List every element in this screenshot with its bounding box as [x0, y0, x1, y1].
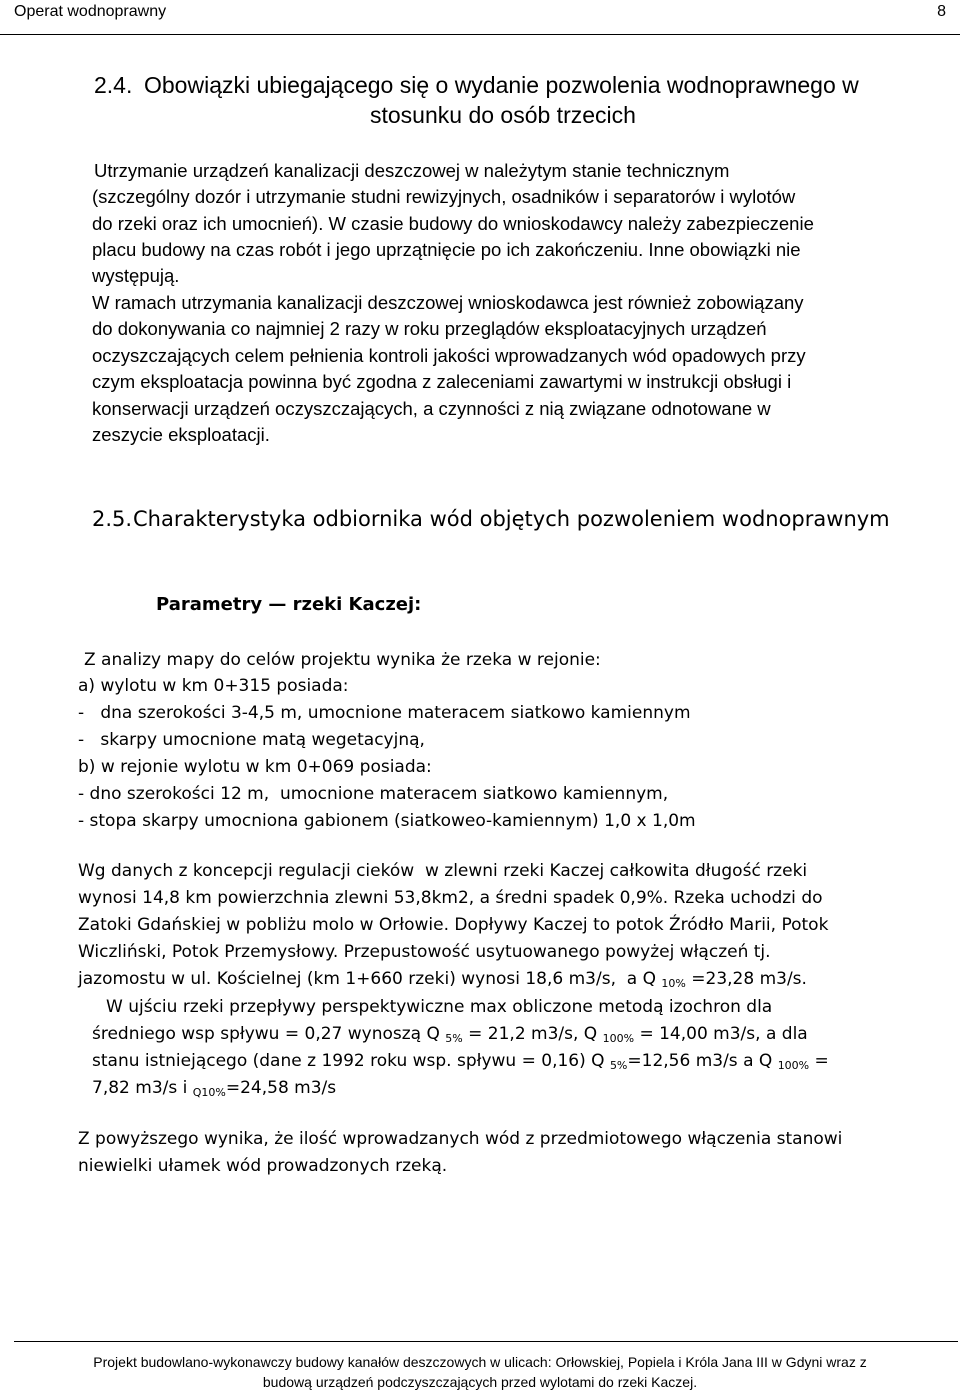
paragraph-line: W ramach utrzymania kanalizacji deszczowej wnioskodawca jest również zobowiązany: [92, 292, 804, 313]
paragraph-line: niewielki ułamek wód prowadzonych rzeką.: [78, 1156, 448, 1176]
paragraph-line: średniego wsp spływu = 0,27 wynoszą Q $_{5\%}$ = 21,2 m3/s, Q $_{100\%}$ = 14,00 m3/s, a dla: [92, 1024, 808, 1045]
paragraph-line: Utrzymanie urządzeń kanalizacji deszczowej w należytym stanie technicznym: [94, 160, 730, 181]
paragraph-line: 7,82 m3/s i $_{Q10\%}$=24,58 m3/s: [92, 1078, 337, 1099]
paragraph-line: wynosi 14,8 km powierzchnia zlewni 53,8km2, a średni spadek 0,9%. Rzeka uchodzi do: [78, 888, 823, 908]
paragraph-line: zeszycie eksploatacji.: [92, 424, 270, 445]
footer-line2: budową urządzeń podczyszczających przed wylotami do rzeki Kaczej.: [262, 1374, 698, 1390]
paragraph-line: do dokonywania co najmniej 2 razy w roku przeglądów eksploatacyjnych urządzeń: [92, 318, 767, 339]
paragraph-line: Zatoki Gdańskiej w pobliżu molo w Orłowie. Dopływy Kaczej to potok Źródło Marii, Potok: [78, 915, 829, 935]
paragraph-line: Wg danych z koncepcji regulacji cieków w zlewni rzeki Kaczej całkowita długość rzeki: [78, 861, 808, 881]
list-item: Z analizy mapy do celów projektu wynika że rzeka w rejonie:: [84, 650, 601, 670]
footer-line1: Projekt budowlano-wykonawczy budowy kanałów deszczowych w ulicach: Orłowskiej, Popiela i Króla Jana III w Gdyni wraz z: [93, 1354, 867, 1370]
section-2-4-number: 2.4.: [94, 72, 133, 98]
section-2-5-number: 2.5.: [92, 507, 133, 531]
paragraph-line: jazomostu w ul. Kościelnej (km 1+660 rzeki) wynosi 18,6 m3/s, a Q $_{10\%}$ =23,28 m3/s.: [78, 969, 807, 990]
list-item: a) wylotu w km 0+315 posiada:: [78, 676, 349, 696]
paragraph-line: (szczególny dozór i utrzymanie studni rewizyjnych, osadników i separatorów i wylotów: [92, 186, 796, 207]
paragraph-line: konserwacji urządzeń oczyszczających, a czynności z nią związane odnotowane w: [92, 398, 771, 419]
list-item: - stopa skarpy umocniona gabionem (siatkoweo-kamiennym) 1,0 x 1,0m: [78, 811, 696, 831]
section-2-4-title-line2: stosunku do osób trzecich: [370, 102, 636, 128]
page-number: 8: [937, 3, 946, 20]
paragraph-line: Z powyższego wynika, że ilość wprowadzanych wód z przedmiotowego włączenia stanowi: [78, 1129, 843, 1149]
paragraph-line: Wiczliński, Potok Przemysłowy. Przepustowość usytuowanego powyżej włączeń tj.: [78, 942, 771, 962]
paragraph-line: placu budowy na czas robót i jego uprzątnięcie po ich zakończeniu. Inne obowiązki nie: [92, 239, 801, 260]
section-2-4-title-line1: Obowiązki ubiegającego się o wydanie pozwolenia wodnoprawnego w: [144, 72, 859, 98]
page-header: [0, 0, 960, 35]
footer-divider: [14, 1341, 958, 1342]
paragraph-line: oczyszczających celem pełnienia kontroli jakości wprowadzanych wód opadowych przy: [92, 345, 806, 366]
list-item: - dno szerokości 12 m, umocnione materacem siatkowo kamiennym,: [78, 784, 669, 804]
paragraph-line: do rzeki oraz ich umocnień). W czasie budowy do wnioskodawcy należy zabezpieczenie: [92, 213, 814, 234]
paragraph-line: występują.: [92, 265, 180, 286]
header-title: Operat wodnoprawny: [14, 3, 167, 20]
parameters-heading: Parametry — rzeki Kaczej:: [156, 594, 422, 615]
paragraph-line: stanu istniejącego (dane z 1992 roku wsp. spływu = 0,16) Q $_{5\%}$=12,56 m3/s a Q $_{100\%}$ =: [92, 1051, 829, 1072]
list-item: - skarpy umocnione matą wegetacyjną,: [78, 730, 425, 750]
paragraph-line: czym eksploatacja powinna być zgodna z zaleceniami zawartymi w instrukcji obsługi i: [92, 371, 792, 392]
paragraph-line: W ujściu rzeki przepływy perspektywiczne max obliczone metodą izochron dla: [106, 997, 773, 1017]
list-item: b) w rejonie wylotu w km 0+069 posiada:: [78, 757, 432, 777]
section-2-5-title: Charakterystyka odbiornika wód objętych pozwoleniem wodnoprawnym: [133, 507, 890, 531]
list-item: - dna szerokości 3-4,5 m, umocnione materacem siatkowo kamiennym: [78, 703, 691, 723]
